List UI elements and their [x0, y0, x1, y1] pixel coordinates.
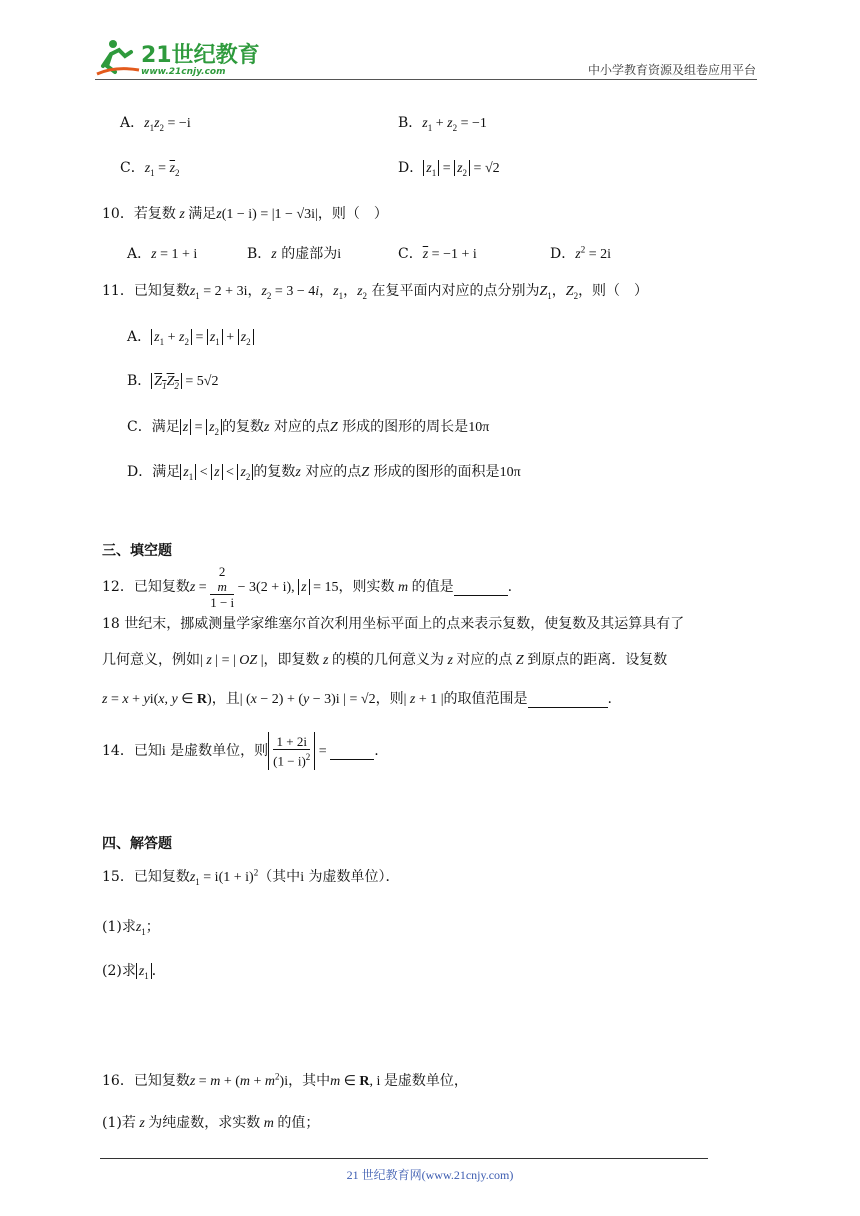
q10-stem: 10．若复数 z 满足z(1 − i) = |1 − √3i|，则（ ）: [102, 206, 388, 222]
q10-option-b: B．z 的虚部为i: [247, 246, 342, 262]
q16-stem: 16．已知复数$z = m + (m + m^2)i$，其中m ∈ R, i 是虚数单位，: [102, 1071, 468, 1089]
q15-stem: 15．已知复数$z_1 = i(1 + i)^2$（其中i 为虚数单位）．: [102, 867, 400, 887]
q10-option-a: A．z = 1 + i: [127, 246, 198, 262]
q13-answer-blank: [528, 691, 608, 708]
q12-answer-blank: [454, 579, 508, 596]
header-divider: [95, 79, 757, 80]
q10-option-c: C．$\overline{z} = -1 + i$: [398, 246, 477, 262]
q16-part1: (1)若 z 为纯虚数，求实数 m 的值；: [102, 1115, 320, 1131]
q11-stem: 11．已知复数$z_1 = 2 + 3i$，$z_2 = 3 - 4i$，$z_1$，$z_2$ 在复平面内对应的点分别为$Z_1$，$Z_2$，则（ ）: [102, 283, 649, 301]
site-logo: [95, 36, 260, 78]
footer-link[interactable]: 21 世纪教育网(www.21cnjy.com): [346, 1168, 514, 1182]
section-title-solve: 四、解答题: [102, 836, 172, 852]
q14-stem: 14．已知i 是虚数单位，则 $\frac{1 + 2i}{(1 - i)^2}$ = .: [102, 734, 379, 769]
section-title-fill-blank: 三、填空题: [102, 543, 172, 559]
q11-option-c: C．满足 $z = z_2$ 的复数z 对应的点Z 形成的图形的周长是10π: [127, 419, 490, 437]
q14-answer-blank: [330, 743, 374, 760]
q10-option-d: D．$z^2 = 2i$: [550, 244, 611, 262]
q15-part1: (1)求$z_1$；: [102, 919, 160, 937]
svg-text:21世纪教育: 21世纪教育: [141, 43, 260, 68]
q12-stem: 12．已知复数z = 2 m 1 − i − 3(2 + i), z = 15，则实数 m 的值是 .: [102, 564, 513, 610]
q13-line3: z = x + yi(x, y ∈ R)，且| (x − 2) + (y − 3)i | = √2，则| z + 1 |的取值范围是 .: [102, 691, 612, 707]
q11-option-b: B． $Z_1Z_2 = 5√2$: [127, 373, 219, 391]
q11-option-d: D．满足 $z_1 < z < z_2$ 的复数z 对应的点Z 形成的图形的面积是10π: [127, 464, 521, 482]
site-name: 中小学教育资源及组卷应用平台: [587, 63, 756, 77]
q15-part2: (2)求 $z_1$ ．: [102, 963, 166, 981]
q13-line1: 18 世纪末，挪威测量学家维塞尔首次利用坐标平面上的点来表示复数，使复数及其运算具有了: [102, 616, 685, 632]
footer-divider: [100, 1158, 708, 1159]
q13-line2: 几何意义，例如| z | = | OZ |，即复数 z 的模的几何意义为 z 对应的点 Z 到原点的距离．设复数: [102, 652, 668, 668]
q9-option-c: C．$z_1 = \overline{z}_2$: [120, 160, 180, 178]
runner-icon: [97, 40, 139, 74]
q11-option-a: A． $z_1 + z_2 = z_1 + z_2$: [127, 326, 254, 347]
q9-option-d: D． $z_1 = z_2 = √2$: [398, 160, 500, 178]
svg-text:www.21cnjy.com: www.21cnjy.com: [141, 67, 226, 77]
q9-option-b: B．$z_1 + z_2 = -1$: [398, 115, 487, 133]
q9-option-a: A．$z_1z_2 = -i$: [120, 115, 191, 133]
